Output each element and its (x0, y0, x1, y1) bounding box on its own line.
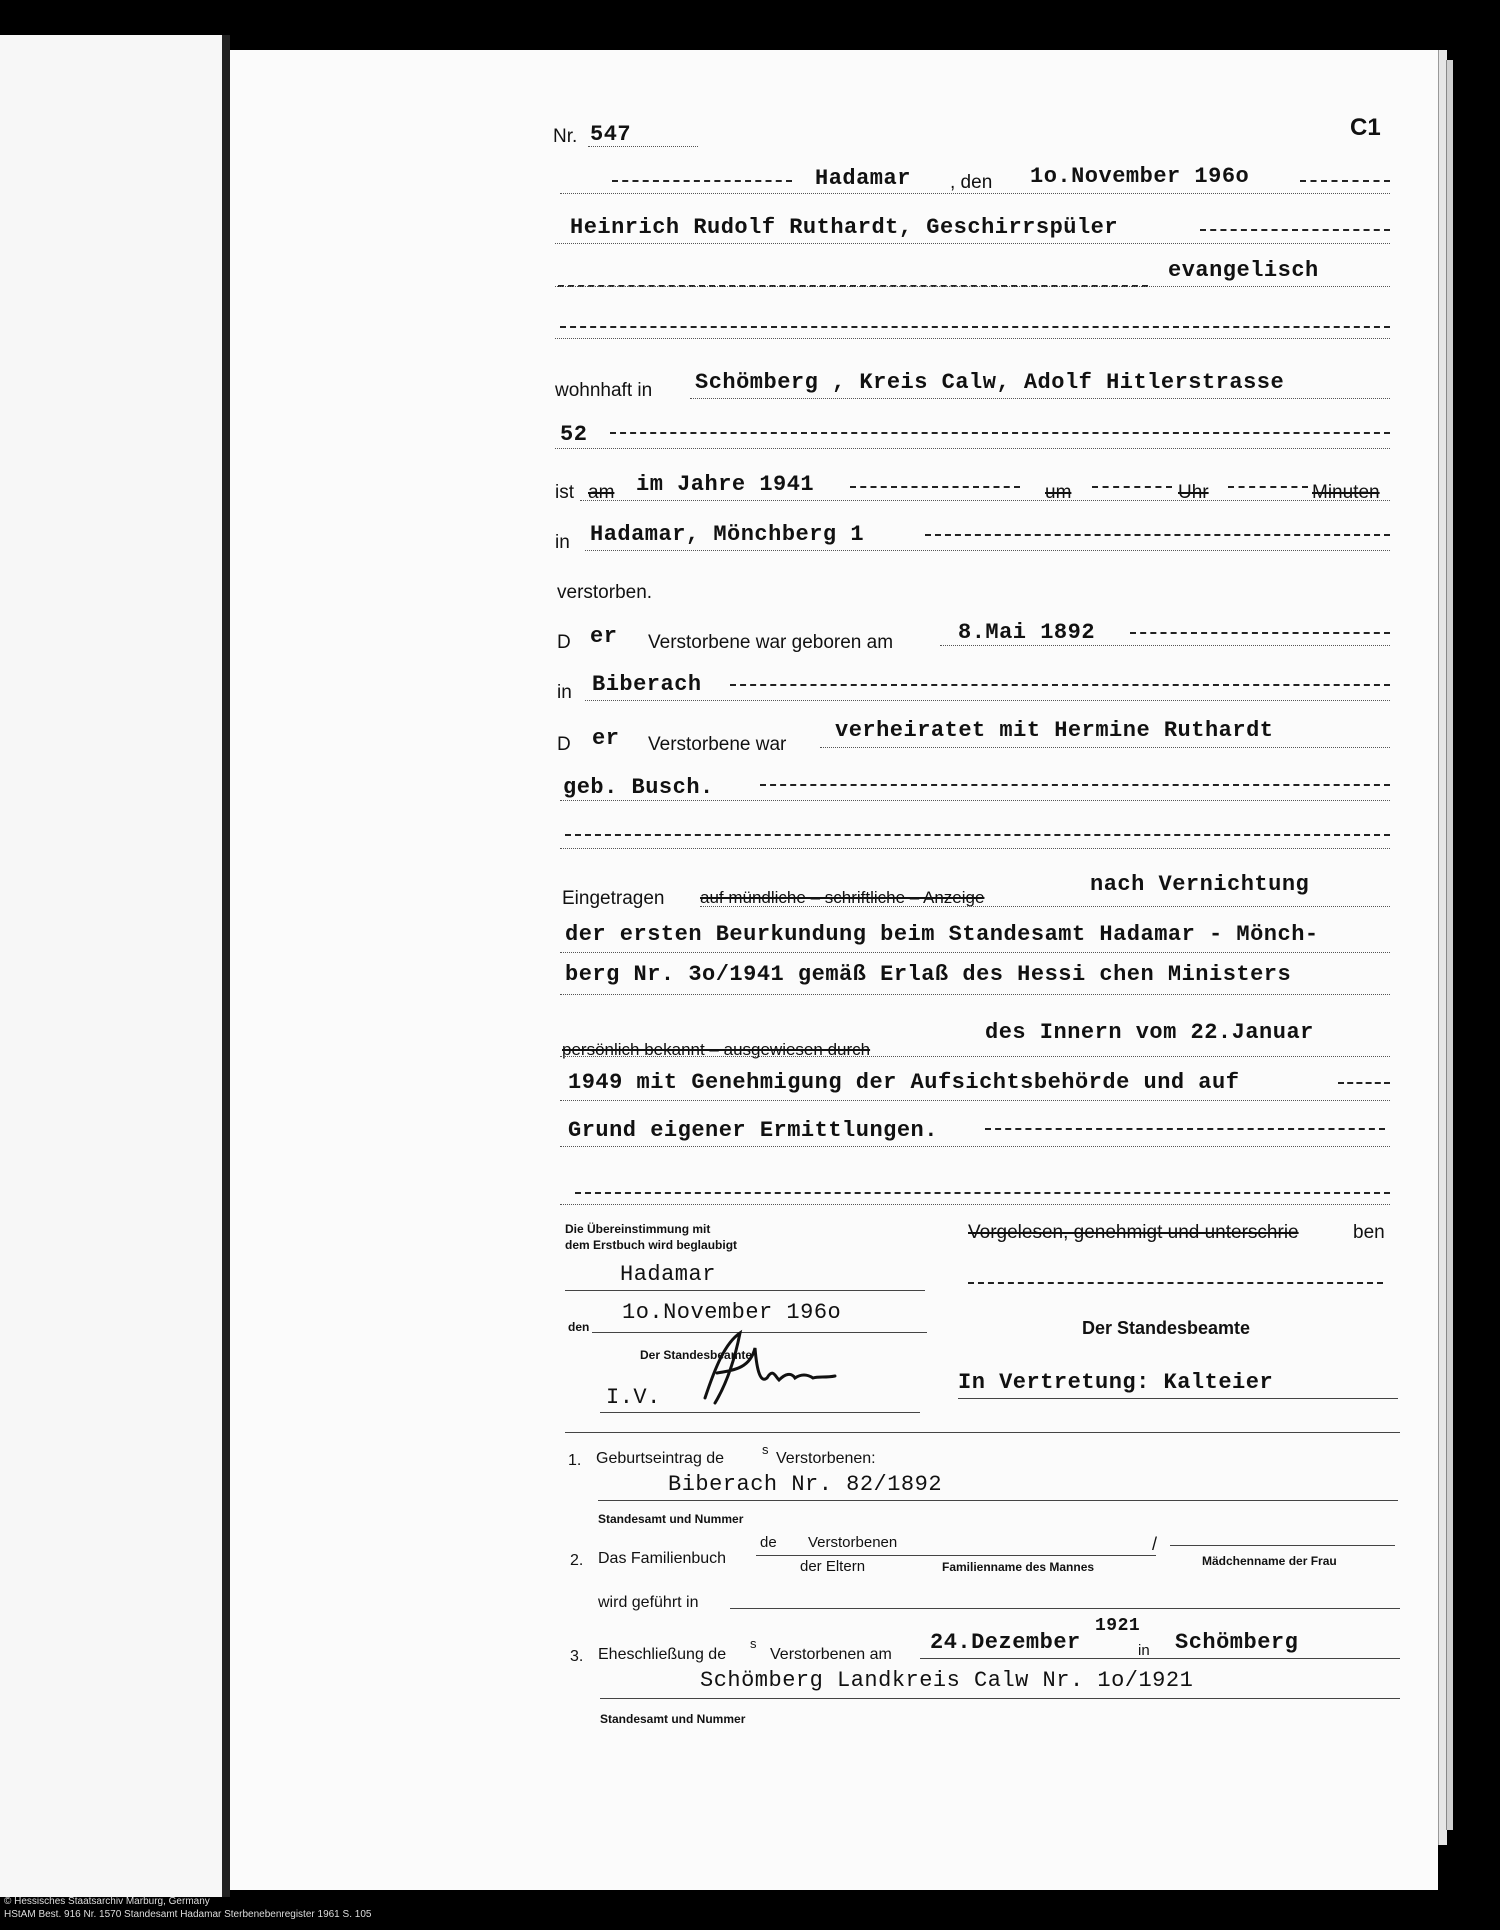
representation: In Vertretung: Kalteier (958, 1370, 1274, 1395)
line (560, 994, 1390, 995)
line (560, 193, 1390, 194)
filler-dash (1092, 486, 1172, 488)
remark-line-3: berg Nr. 3o/1941 gemäß Erlaß des Hessi chen Ministers (565, 962, 1292, 987)
record-place: Hadamar (815, 166, 911, 191)
note-3-number: 3. (570, 1648, 584, 1665)
filler-dash (1228, 486, 1308, 488)
note-1-caption: Standesamt und Nummer (598, 1512, 744, 1526)
residence-line-2: 52 (560, 422, 588, 447)
footer-line-1: © Hessisches Staatsarchiv Marburg, Germany (4, 1896, 210, 1907)
persoenlich-struck: persönlich bekannt – ausgewiesen durch (562, 1040, 871, 1059)
line (600, 1698, 1400, 1699)
eingetragen-label: Eingetragen (562, 888, 665, 909)
certification-date: 1o.November 196o (622, 1300, 842, 1325)
person-name: Heinrich Rudolf Ruthardt, Geschirrspüler (570, 215, 1119, 240)
page-edge-back (1446, 60, 1453, 1830)
birth-place: Biberach (592, 672, 702, 697)
note-2-verstorbenen: Verstorbenen (808, 1534, 898, 1551)
den-label: , den (950, 172, 993, 193)
er-2: er (592, 726, 620, 751)
note-3-caption: Standesamt und Nummer (600, 1712, 746, 1726)
in-label: in (557, 682, 572, 703)
filler-dash (1130, 632, 1390, 634)
note-3-label: Eheschließung de (598, 1646, 727, 1663)
line (555, 448, 1390, 449)
note-2-number: 2. (570, 1552, 584, 1569)
remark-line-5: 1949 mit Genehmigung der Aufsichtsbehörde und auf (568, 1070, 1240, 1095)
note-2-label: Das Familienbuch (598, 1550, 727, 1567)
line (555, 243, 1390, 244)
line (690, 398, 1390, 399)
vorgelesen-struck: Vorgelesen, genehmigt und unterschrie (968, 1222, 1299, 1243)
anzeige-struck: auf mündliche – schriftliche – Anzeige (700, 888, 985, 907)
filler-dash (1338, 1082, 1390, 1084)
filler-dash (760, 784, 1390, 786)
note-2-mann: Familienname des Mannes (942, 1560, 1095, 1574)
line (555, 338, 1390, 339)
nr-label: Nr. (553, 126, 578, 147)
note-1-sup: s (762, 1442, 769, 1457)
filler-dash (1300, 180, 1390, 182)
line (560, 1146, 1390, 1147)
residence-label: wohnhaft in (555, 380, 653, 401)
note-2-frau: Mädchenname der Frau (1202, 1554, 1337, 1568)
verstorben-label: verstorben. (557, 582, 653, 603)
filler-dash (560, 326, 1390, 328)
certification-place: Hadamar (620, 1262, 716, 1287)
book-gutter (222, 35, 230, 1897)
line (580, 500, 1390, 501)
line (560, 1204, 1390, 1205)
remark-line-2: der ersten Beurkundung beim Standesamt Hadamar - Mönch- (565, 922, 1319, 947)
certification-iv: I.V. (606, 1385, 661, 1410)
note-3-place: Schömberg (1175, 1630, 1299, 1655)
note-1-label-2: Verstorbenen: (776, 1450, 876, 1467)
line (560, 800, 1390, 801)
uhr-struck: Uhr (1178, 482, 1209, 503)
certification-official-label: Der Standesbeamte (640, 1348, 753, 1362)
line (756, 1555, 1156, 1556)
filler-dash (968, 1282, 1383, 1284)
note-3-value: Schömberg Landkreis Calw Nr. 1o/1921 (700, 1668, 1194, 1693)
register-code: C1 (1350, 114, 1381, 141)
birth-date: 8.Mai 1892 (958, 620, 1096, 645)
note-3-in: in (1138, 1642, 1150, 1659)
d-label: D (557, 734, 571, 755)
remark-line-1: nach Vernichtung (1090, 872, 1310, 897)
ist-label: ist (555, 482, 574, 503)
religion: evangelisch (1168, 258, 1319, 283)
nr-underline (588, 146, 698, 147)
death-place: Hadamar, Mönchberg 1 (590, 522, 865, 547)
filler-dash (610, 432, 1390, 434)
marital-line-1: verheiratet mit Hermine Ruthardt (835, 718, 1274, 743)
line (1170, 1545, 1395, 1546)
certification-line-1: Die Übereinstimmung mit (565, 1222, 711, 1236)
note-3-sup: s (750, 1636, 757, 1651)
divider (565, 1432, 1400, 1433)
archive-footer (0, 1895, 604, 1930)
note-3-label-2: Verstorbenen am (770, 1646, 892, 1663)
d-label: D (557, 632, 571, 653)
note-2-eltern: der Eltern (800, 1558, 866, 1575)
filler-dash (730, 684, 1390, 686)
line (920, 1658, 1400, 1659)
vorgelesen-tail: ben (1353, 1222, 1385, 1243)
note-3-year: 1921 (1095, 1616, 1141, 1636)
am-struck: am (588, 482, 615, 503)
remark-line-6: Grund eigener Ermittlungen. (568, 1118, 938, 1143)
footer-line-2: HStAM Best. 916 Nr. 1570 Standesamt Hadamar Sterbenebenregister 1961 S. 105 (4, 1909, 372, 1920)
line (585, 550, 1390, 551)
um-struck: um (1045, 482, 1072, 503)
line (560, 1056, 1390, 1057)
in-label: in (555, 532, 570, 553)
note-2-de: de (760, 1534, 777, 1551)
entry-number: 547 (590, 122, 632, 147)
filler-dash (1200, 229, 1390, 231)
line (560, 848, 1390, 849)
note-1-number: 1. (568, 1452, 582, 1469)
filler-dash (850, 486, 1020, 488)
minuten-struck: Minuten (1312, 482, 1380, 503)
marital-line-2: geb. Busch. (563, 775, 714, 800)
note-1-label: Geburtseintrag de (596, 1450, 725, 1467)
handwritten-signature (695, 1328, 845, 1408)
record-date: 1o.November 196o (1030, 164, 1250, 189)
line (560, 952, 1390, 953)
note-1-value: Biberach Nr. 82/1892 (668, 1472, 943, 1497)
born-label: Verstorbene war geboren am (648, 632, 894, 653)
note-2-gefuehrt: wird geführt in (598, 1594, 699, 1611)
note-2-slash: / (1152, 1534, 1158, 1554)
filler-dash (575, 1192, 1390, 1194)
filler-dash (985, 1128, 1385, 1130)
filler-dash (565, 834, 1390, 836)
certification-line-2: dem Erstbuch wird beglaubigt (565, 1238, 738, 1252)
standesbeamte-label: Der Standesbeamte (1082, 1318, 1251, 1338)
line (958, 1398, 1398, 1399)
certification-den-label: den (568, 1320, 590, 1334)
death-time: im Jahre 1941 (636, 472, 815, 497)
line (940, 645, 1390, 646)
line (820, 747, 1390, 748)
er-1: er (590, 624, 618, 649)
residence-line-1: Schömberg , Kreis Calw, Adolf Hitlerstrasse (695, 370, 1285, 395)
remark-line-4: des Innern vom 22.Januar (985, 1020, 1314, 1045)
line (560, 1100, 1390, 1101)
filler-dash (925, 534, 1390, 536)
filler-dash (612, 180, 792, 182)
war-label: Verstorbene war (648, 734, 787, 755)
line (565, 1290, 925, 1291)
line (730, 1608, 1400, 1609)
line (700, 906, 1390, 907)
note-3-date: 24.Dezember (930, 1630, 1081, 1655)
line (555, 286, 1390, 287)
line (598, 1500, 1398, 1501)
line (585, 700, 1390, 701)
line (600, 1412, 920, 1413)
left-facing-page (0, 35, 222, 1897)
